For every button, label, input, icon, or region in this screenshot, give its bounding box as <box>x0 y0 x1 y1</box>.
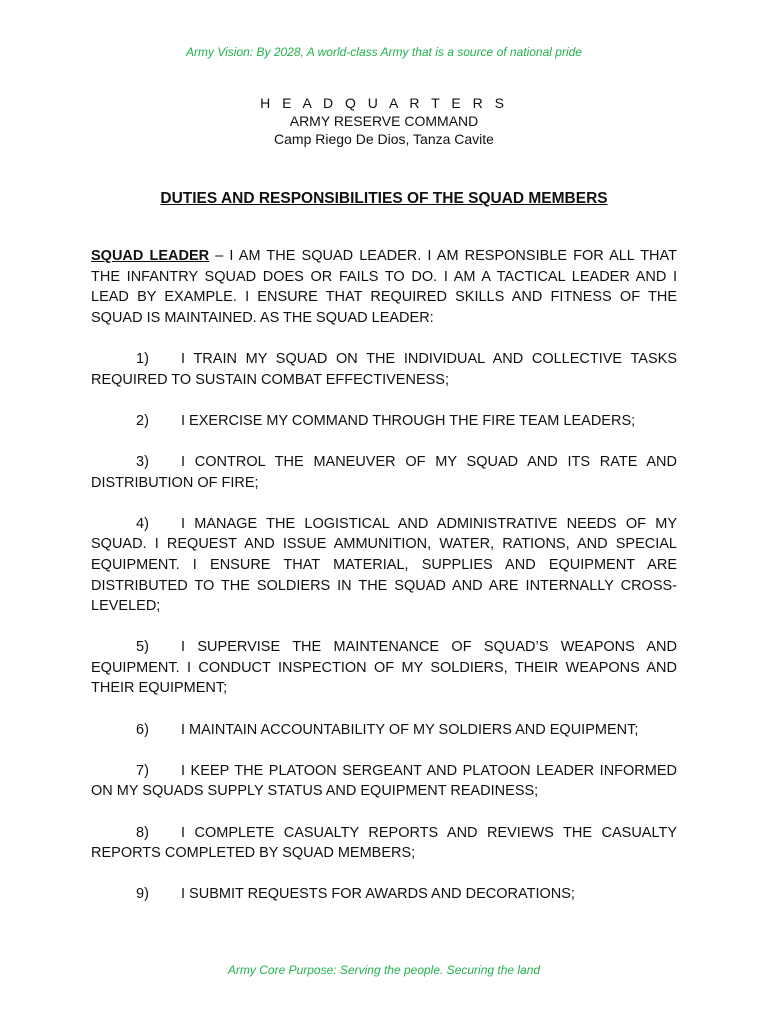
item-number: 1) <box>136 350 149 367</box>
item-text: I TRAIN MY SQUAD ON THE INDIVIDUAL AND COLLECTIVE TASKS REQUIRED TO SUSTAIN COMBAT EFFECTIVENESS; <box>91 350 677 388</box>
item-text: I CONTROL THE MANEUVER OF MY SQUAD AND ITS RATE AND DISTRIBUTION OF FIRE; <box>91 453 677 491</box>
list-item <box>91 411 677 432</box>
item-number: 8) <box>136 824 149 841</box>
army-core-purpose-motto: Army Core Purpose: Serving the people. Securing the land <box>227 963 541 977</box>
list-item <box>91 452 677 493</box>
item-number: 7) <box>136 762 149 779</box>
role-heading: SQUAD LEADER <box>91 248 210 264</box>
list-item <box>91 884 677 905</box>
list-item <box>91 514 677 617</box>
list-item <box>91 761 677 802</box>
army-vision-motto: Army Vision: By 2028, A world-class Army that is a source of national pride <box>186 45 582 59</box>
item-number: 2) <box>136 412 149 429</box>
letterhead-command: ARMY RESERVE COMMAND <box>289 113 479 129</box>
document-title: DUTIES AND RESPONSIBILITIES OF THE SQUAD MEMBERS <box>160 190 608 207</box>
item-text: I SUPERVISE THE MAINTENANCE OF SQUAD’S WEAPONS AND EQUIPMENT. I CONDUCT INSPECTION OF MY SOLDIERS, THEIR WEAPONS AND THEIR EQUIPMENT; <box>91 639 677 697</box>
item-text: I COMPLETE CASUALTY REPORTS AND REVIEWS THE CASUALTY REPORTS COMPLETED BY SQUAD MEMBERS; <box>91 824 677 862</box>
list-item <box>91 637 677 699</box>
item-text: I EXERCISE MY COMMAND THROUGH THE FIRE TEAM LEADERS; <box>181 412 636 429</box>
item-text: I KEEP THE PLATOON SERGEANT AND PLATOON LEADER INFORMED ON MY SQUADS SUPPLY STATUS AND EQUIPMENT READINESS; <box>91 762 677 800</box>
item-number: 5) <box>136 639 149 656</box>
intro-paragraph <box>91 246 677 328</box>
letterhead <box>0 94 768 148</box>
list-item <box>91 823 677 864</box>
list-item <box>91 349 677 390</box>
item-text: I MANAGE THE LOGISTICAL AND ADMINISTRATIVE NEEDS OF MY SQUAD. I REQUEST AND ISSUE AMMUNITION, WATER, RATIONS, AND SPECIAL EQUIPMENT. I ENSURE THAT MATERIAL, SUPPLIES AND EQUIPMENT ARE DISTRIBUTED TO THE SOLDIERS IN THE SQUAD AND ARE INTERNALLY CROSS-LEVELED; <box>91 515 677 615</box>
item-text: I SUBMIT REQUESTS FOR AWARDS AND DECORATIONS; <box>181 886 575 903</box>
item-number: 9) <box>136 886 149 903</box>
intro-text: – I AM THE SQUAD LEADER. I AM RESPONSIBLE FOR ALL THAT THE INFANTRY SQUAD DOES OR FAILS TO DO. I AM A TACTICAL LEADER AND I LEAD BY EXAMPLE. I ENSURE THAT REQUIRED SKILLS AND FITNESS OF THE SQUAD IS MAINTAINED. AS THE SQUAD LEADER: <box>91 248 677 326</box>
item-number: 3) <box>136 453 149 470</box>
item-number: 6) <box>136 721 149 738</box>
document-body <box>91 246 677 926</box>
item-number: 4) <box>136 515 149 532</box>
letterhead-location: Camp Riego De Dios, Tanza Cavite <box>274 131 494 147</box>
list-item <box>91 720 677 741</box>
item-text: I MAINTAIN ACCOUNTABILITY OF MY SOLDIERS AND EQUIPMENT; <box>181 721 639 738</box>
letterhead-headquarters: H E A D Q U A R T E R S <box>260 95 508 111</box>
